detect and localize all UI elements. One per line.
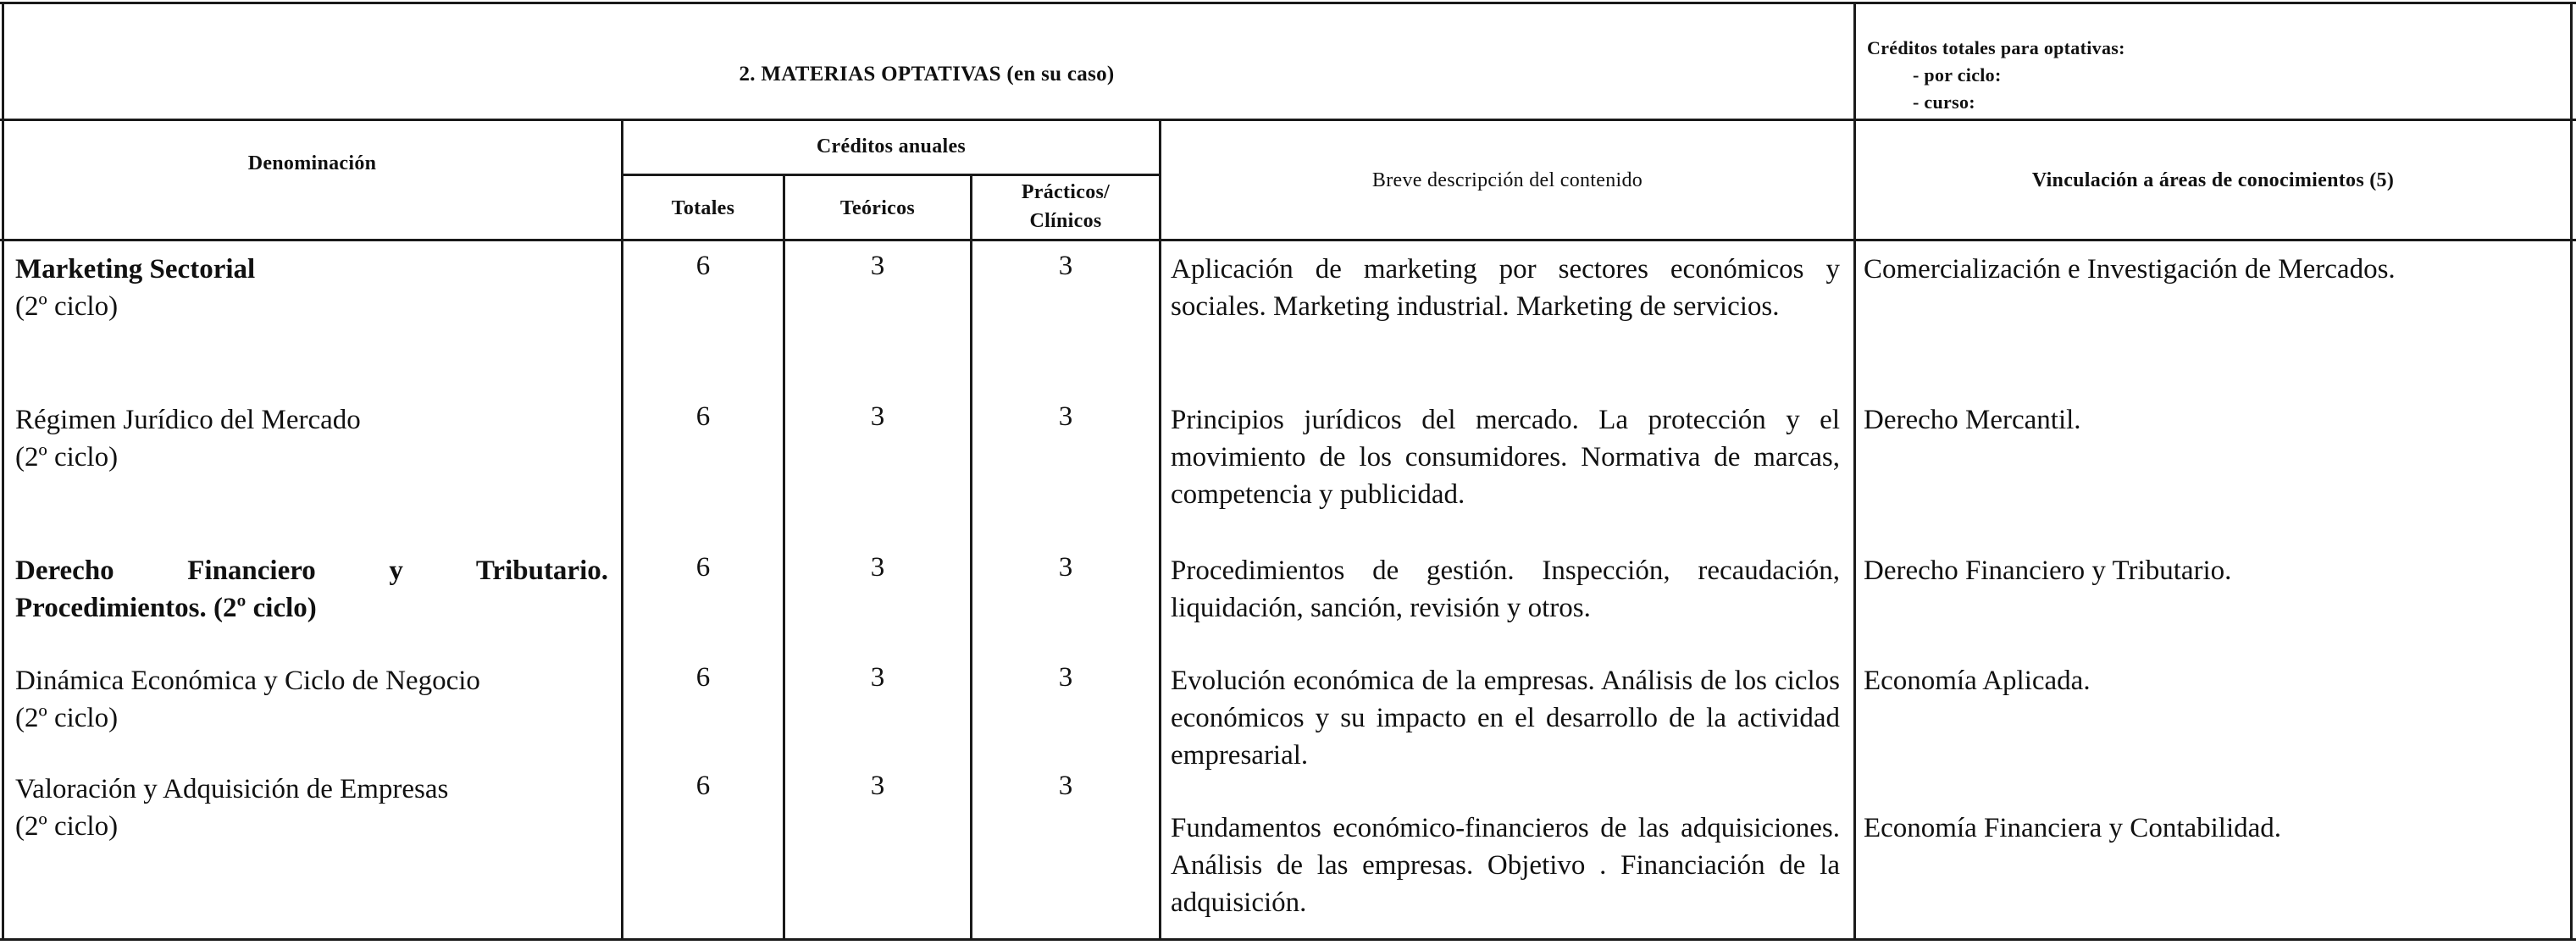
row-1-descripcion: Aplicación de marketing por sectores económicos y sociales. Marketing industrial. Marketing de servicios.	[1171, 254, 1840, 322]
header-bottom-border	[0, 119, 2576, 121]
row-3-name: Derecho Financiero y Tributario.	[15, 555, 608, 586]
header-vinculacion: Vinculación a áreas de conocimientos (5)	[2031, 169, 2395, 191]
row-3-totales: 6	[695, 552, 711, 583]
row-1-vinculacion: Comercialización e Investigación de Mercados.	[1864, 254, 2396, 285]
row-1-cycle: (2º ciclo)	[15, 291, 119, 322]
row-2-descripcion: Principios jurídicos del mercado. La protección y el movimiento de los consumidores. Normativa de marcas, competencia y publicidad.	[1171, 405, 1840, 510]
col-divider-practicos	[1159, 119, 1161, 941]
row-4-descripcion: Evolución económica de la empresas. Análisis de los ciclos económicos y su impacto en el desarrollo de la actividad empresarial.	[1171, 666, 1840, 771]
col-divider-denominacion	[621, 119, 623, 941]
row-4-teoricos: 3	[870, 662, 885, 693]
section-title: 2. MATERIAS OPTATIVAS (en su caso)	[739, 63, 1115, 86]
row-5-cycle: (2º ciclo)	[15, 811, 119, 842]
column-header-bottom-border	[0, 239, 2576, 241]
row-5-totales: 6	[695, 771, 711, 801]
row-5-descripcion: Fundamentos económico-financieros de las adquisiciones. Análisis de las empresas. Objetivo . Financiación de la adquisición.	[1171, 813, 1840, 918]
row-5-name: Valoración y Adquisición de Empresas	[15, 774, 449, 804]
row-3-cycle: Procedimientos. (2º ciclo)	[15, 593, 317, 623]
row-3-vinculacion: Derecho Financiero y Tributario.	[1864, 555, 2232, 586]
row-5-vinculacion: Economía Financiera y Contabilidad.	[1864, 813, 2282, 843]
creditos-anuales-divider	[622, 174, 1161, 176]
row-4-cycle: (2º ciclo)	[15, 703, 119, 733]
header-creditos-anuales: Créditos anuales	[816, 135, 967, 158]
header-descripcion: Breve descripción del contenido	[1371, 169, 1643, 191]
table-bottom-border	[0, 938, 2576, 941]
header-denominacion: Denominación	[247, 152, 377, 174]
row-1-practicos: 3	[1058, 251, 1073, 281]
row-2-practicos: 3	[1058, 401, 1073, 432]
row-1-totales: 6	[695, 251, 711, 281]
credits-per-cycle-label: - por ciclo:	[1913, 64, 2002, 86]
row-1-teoricos: 3	[870, 251, 885, 281]
row-4-vinculacion: Economía Aplicada.	[1864, 666, 2091, 696]
row-2-name: Régimen Jurídico del Mercado	[15, 405, 361, 435]
row-2-cycle: (2º ciclo)	[15, 442, 119, 472]
col-divider-descripcion	[1853, 2, 1856, 941]
header-teoricos: Teóricos	[839, 197, 916, 219]
table-left-border	[2, 2, 4, 941]
row-5-teoricos: 3	[870, 771, 885, 801]
row-2-totales: 6	[695, 401, 711, 432]
credits-total-label: Créditos totales para optativas:	[1867, 37, 2125, 58]
header-totales: Totales	[671, 197, 735, 219]
row-3-descripcion: Procedimientos de gestión. Inspección, recaudación, liquidación, sanción, revisión y otros.	[1171, 555, 1840, 623]
row-3-teoricos: 3	[870, 552, 885, 583]
row-5-practicos: 3	[1058, 771, 1073, 801]
header-practicos-line2: Clínicos	[1029, 210, 1102, 232]
row-4-name: Dinámica Económica y Ciclo de Negocio	[15, 666, 480, 696]
table-top-border	[0, 2, 2576, 4]
credits-per-course-label: - curso:	[1913, 91, 1975, 113]
header-practicos-line1: Prácticos/	[1021, 181, 1111, 203]
table-right-border	[2570, 2, 2573, 941]
row-4-totales: 6	[695, 662, 711, 693]
row-2-teoricos: 3	[870, 401, 885, 432]
row-3-practicos: 3	[1058, 552, 1073, 583]
row-1-name: Marketing Sectorial	[15, 254, 256, 285]
row-4-practicos: 3	[1058, 662, 1073, 693]
row-2-vinculacion: Derecho Mercantil.	[1864, 405, 2081, 435]
